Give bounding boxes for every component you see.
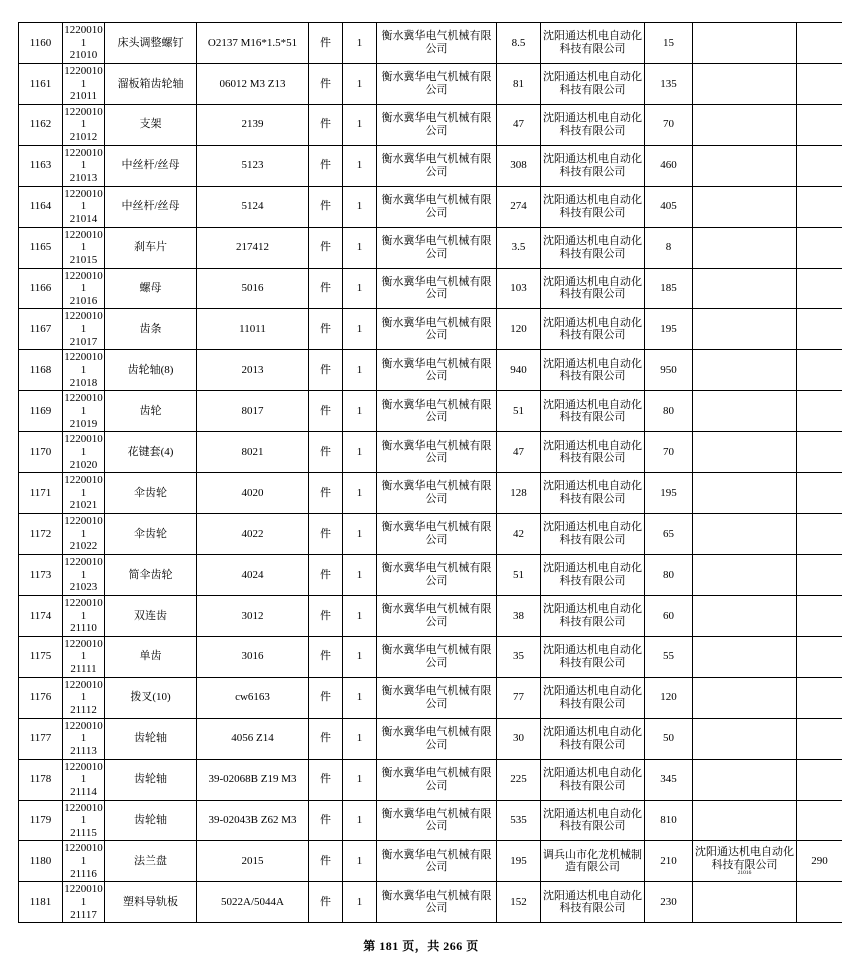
cell-amount-2: [797, 514, 842, 555]
cell-owner-company: 衡水冀华电气机械有限公司: [377, 759, 497, 800]
cell-code: 12200101 21114: [63, 759, 105, 800]
cell-spec: 217412: [197, 227, 309, 268]
cell-spec: O2137 M16*1.5*51: [197, 23, 309, 64]
cell-unit: 件: [309, 104, 343, 145]
cell-customer-company-2: [693, 636, 797, 677]
cell-customer-company-2: [693, 882, 797, 923]
cell-amount-2: [797, 595, 842, 636]
table-row: [19, 432, 842, 473]
cell-quantity: 1: [343, 759, 377, 800]
cell-index: 1163: [19, 145, 63, 186]
cell-customer-company: 沈阳通达机电自动化科技有限公司: [541, 636, 645, 677]
cell-spec: 2139: [197, 104, 309, 145]
cell-index: 1169: [19, 391, 63, 432]
cell-owner-company: 衡水冀华电气机械有限公司: [377, 800, 497, 841]
cell-index: 1172: [19, 514, 63, 555]
cell-unit: 件: [309, 677, 343, 718]
cell-index: 1167: [19, 309, 63, 350]
cell-index: 1162: [19, 104, 63, 145]
cell-unit: 件: [309, 595, 343, 636]
cell-owner-company: 衡水冀华电气机械有限公司: [377, 473, 497, 514]
cell-quantity: 1: [343, 145, 377, 186]
cell-index: 1174: [19, 595, 63, 636]
cell-unit-price: 274: [497, 186, 541, 227]
cell-amount: 810: [645, 800, 693, 841]
cell-name: 螺母: [105, 268, 197, 309]
cell-code: 12200101 21020: [63, 432, 105, 473]
table-row: [19, 23, 842, 64]
cell-customer-company: 沈阳通达机电自动化科技有限公司: [541, 309, 645, 350]
cell-name: 伞齿轮: [105, 514, 197, 555]
cell-code: 12200101 21012: [63, 104, 105, 145]
cell-amount-2: [797, 718, 842, 759]
cell-code: 12200101 21113: [63, 718, 105, 759]
table-row: [19, 309, 842, 350]
cell-spec: 5124: [197, 186, 309, 227]
cell-quantity: 1: [343, 391, 377, 432]
cell-code: 12200101 21011: [63, 63, 105, 104]
cell-spec: 5123: [197, 145, 309, 186]
cell-unit-price: 35: [497, 636, 541, 677]
cell-name: 齿轮: [105, 391, 197, 432]
cell-amount: 65: [645, 514, 693, 555]
cell-unit: 件: [309, 186, 343, 227]
cell-quantity: 1: [343, 514, 377, 555]
cell-amount: 405: [645, 186, 693, 227]
cell-owner-company: 衡水冀华电气机械有限公司: [377, 841, 497, 882]
cell-owner-company: 衡水冀华电气机械有限公司: [377, 636, 497, 677]
cell-index: 1175: [19, 636, 63, 677]
cell-amount-2: [797, 63, 842, 104]
cell-code: 12200101 21110: [63, 595, 105, 636]
cell-code: 12200101 21116: [63, 841, 105, 882]
cell-customer-company-2: [693, 432, 797, 473]
cell-code: 12200101 21023: [63, 554, 105, 595]
cell-name: 齿轮轴: [105, 759, 197, 800]
cell-amount: 80: [645, 391, 693, 432]
cell-amount-2: [797, 309, 842, 350]
cell-unit: 件: [309, 554, 343, 595]
table-row: [19, 677, 842, 718]
cell-unit-price: 3.5: [497, 227, 541, 268]
cell-customer-company-2: [693, 227, 797, 268]
cell-owner-company: 衡水冀华电气机械有限公司: [377, 227, 497, 268]
cell-unit-price: 47: [497, 104, 541, 145]
cell-unit: 件: [309, 636, 343, 677]
cell-unit: 件: [309, 759, 343, 800]
cell-amount-2: [797, 23, 842, 64]
cell-customer-company: 沈阳通达机电自动化科技有限公司: [541, 186, 645, 227]
table-row: [19, 882, 842, 923]
cell-spec: 5022A/5044A: [197, 882, 309, 923]
table-row: [19, 514, 842, 555]
cell-index: 1165: [19, 227, 63, 268]
inventory-table: [18, 22, 842, 923]
cell-unit: 件: [309, 882, 343, 923]
cell-spec: 4020: [197, 473, 309, 514]
cell-code: 12200101 21013: [63, 145, 105, 186]
cell-owner-company: 衡水冀华电气机械有限公司: [377, 677, 497, 718]
cell-quantity: 1: [343, 23, 377, 64]
cell-index: 1178: [19, 759, 63, 800]
table-row: [19, 595, 842, 636]
cell-unit: 件: [309, 391, 343, 432]
cell-amount-2: [797, 800, 842, 841]
cell-amount: 70: [645, 432, 693, 473]
cell-code: 12200101 21018: [63, 350, 105, 391]
table-row: [19, 554, 842, 595]
cell-customer-company-2: [693, 268, 797, 309]
cell-unit-price: 77: [497, 677, 541, 718]
cell-code: 12200101 21115: [63, 800, 105, 841]
cell-code: 12200101 21015: [63, 227, 105, 268]
cell-customer-company-2: [693, 595, 797, 636]
cell-quantity: 1: [343, 677, 377, 718]
cell-unit: 件: [309, 23, 343, 64]
cell-quantity: 1: [343, 268, 377, 309]
cell-spec: 8017: [197, 391, 309, 432]
cell-amount: 70: [645, 104, 693, 145]
cell-code: 12200101 21112: [63, 677, 105, 718]
cell-unit-price: 51: [497, 554, 541, 595]
cell-customer-company: 沈阳通达机电自动化科技有限公司: [541, 268, 645, 309]
cell-customer-company-2: [693, 391, 797, 432]
cell-quantity: 1: [343, 636, 377, 677]
cell-unit-price: 195: [497, 841, 541, 882]
cell-index: 1164: [19, 186, 63, 227]
cell-customer-company-2: [693, 309, 797, 350]
cell-amount: 195: [645, 309, 693, 350]
cell-owner-company: 衡水冀华电气机械有限公司: [377, 595, 497, 636]
cell-quantity: 1: [343, 473, 377, 514]
cell-owner-company: 衡水冀华电气机械有限公司: [377, 391, 497, 432]
cell-code: 12200101 21019: [63, 391, 105, 432]
cell-name: 中丝杆/丝母: [105, 145, 197, 186]
cell-spec: 4056 Z14: [197, 718, 309, 759]
cell-unit: 件: [309, 718, 343, 759]
cell-customer-company: 沈阳通达机电自动化科技有限公司: [541, 227, 645, 268]
cell-owner-company: 衡水冀华电气机械有限公司: [377, 23, 497, 64]
cell-customer-company: 沈阳通达机电自动化科技有限公司: [541, 391, 645, 432]
cell-index: 1160: [19, 23, 63, 64]
cell-customer-company: 沈阳通达机电自动化科技有限公司: [541, 350, 645, 391]
cell-quantity: 1: [343, 63, 377, 104]
cell-unit-price: 308: [497, 145, 541, 186]
cell-name: 简伞齿轮: [105, 554, 197, 595]
cell-customer-company-2: [693, 23, 797, 64]
cell-index: 1166: [19, 268, 63, 309]
cell-quantity: 1: [343, 350, 377, 391]
cell-customer-company: 沈阳通达机电自动化科技有限公司: [541, 104, 645, 145]
cell-unit: 件: [309, 145, 343, 186]
cell-quantity: 1: [343, 718, 377, 759]
cell-unit: 件: [309, 309, 343, 350]
cell-unit: 件: [309, 800, 343, 841]
cell-unit-price: 42: [497, 514, 541, 555]
cell-customer-company: 沈阳通达机电自动化科技有限公司: [541, 473, 645, 514]
cell-customer-company-2: [693, 63, 797, 104]
cell-owner-company: 衡水冀华电气机械有限公司: [377, 63, 497, 104]
cell-unit-price: 51: [497, 391, 541, 432]
table-row: [19, 63, 842, 104]
cell-amount: 460: [645, 145, 693, 186]
cell-quantity: 1: [343, 227, 377, 268]
cell-amount-2: [797, 882, 842, 923]
cell-amount: 55: [645, 636, 693, 677]
cell-owner-company: 衡水冀华电气机械有限公司: [377, 718, 497, 759]
table-row: [19, 636, 842, 677]
cell-owner-company: 衡水冀华电气机械有限公司: [377, 186, 497, 227]
cell-unit: 件: [309, 63, 343, 104]
cell-name: 单齿: [105, 636, 197, 677]
cell-amount: 195: [645, 473, 693, 514]
cell-amount-2: [797, 473, 842, 514]
cell-quantity: 1: [343, 104, 377, 145]
cell-name: 齿条: [105, 309, 197, 350]
cell-customer-company: 沈阳通达机电自动化科技有限公司: [541, 595, 645, 636]
cell-amount-2: 290: [797, 841, 842, 882]
cell-unit: 件: [309, 841, 343, 882]
cell-quantity: 1: [343, 432, 377, 473]
cell-amount-2: [797, 268, 842, 309]
table-row: [19, 268, 842, 309]
cell-customer-company: 沈阳通达机电自动化科技有限公司: [541, 514, 645, 555]
cell-spec: 2015: [197, 841, 309, 882]
cell-unit-price: 120: [497, 309, 541, 350]
cell-amount: 230: [645, 882, 693, 923]
cell-unit: 件: [309, 268, 343, 309]
cell-amount: 950: [645, 350, 693, 391]
cell-unit: 件: [309, 473, 343, 514]
cell-quantity: 1: [343, 186, 377, 227]
cell-spec: 3012: [197, 595, 309, 636]
cell-customer-company-2: [693, 677, 797, 718]
cell-spec: 4024: [197, 554, 309, 595]
cell-quantity: 1: [343, 309, 377, 350]
cell-name: 法兰盘: [105, 841, 197, 882]
cell-customer-company-2: [693, 554, 797, 595]
cell-name: 拨叉(10): [105, 677, 197, 718]
cell-amount: 135: [645, 63, 693, 104]
cell-amount: 210: [645, 841, 693, 882]
cell-unit-price: 535: [497, 800, 541, 841]
cell-amount: 50: [645, 718, 693, 759]
cell-customer-company: 沈阳通达机电自动化科技有限公司: [541, 800, 645, 841]
table-row: [19, 718, 842, 759]
cell-amount-2: [797, 186, 842, 227]
table-row: [19, 841, 842, 882]
cell-index: 1161: [19, 63, 63, 104]
cell-customer-company-2: [693, 104, 797, 145]
cell-name: 齿轮轴: [105, 718, 197, 759]
cell-spec: 39-02068B Z19 M3: [197, 759, 309, 800]
cell-customer-company: 沈阳通达机电自动化科技有限公司: [541, 63, 645, 104]
cell-owner-company: 衡水冀华电气机械有限公司: [377, 104, 497, 145]
cell-spec: 4022: [197, 514, 309, 555]
cell-amount-2: [797, 350, 842, 391]
cell-unit-price: 103: [497, 268, 541, 309]
cell-name: 溜板箱齿轮轴: [105, 63, 197, 104]
table-row: [19, 227, 842, 268]
cell-spec: 3016: [197, 636, 309, 677]
cell-owner-company: 衡水冀华电气机械有限公司: [377, 268, 497, 309]
cell-unit: 件: [309, 432, 343, 473]
table-row: [19, 145, 842, 186]
cell-unit-price: 940: [497, 350, 541, 391]
cell-index: 1168: [19, 350, 63, 391]
cell-amount: 345: [645, 759, 693, 800]
cell-code: 12200101 21022: [63, 514, 105, 555]
cell-code: 12200101 21014: [63, 186, 105, 227]
table-row: [19, 186, 842, 227]
cell-name: 塑料导轨板: [105, 882, 197, 923]
cell-name: 双连齿: [105, 595, 197, 636]
cell-spec: 39-02043B Z62 M3: [197, 800, 309, 841]
cell-index: 1180: [19, 841, 63, 882]
cell-customer-company-2: [693, 718, 797, 759]
cell-amount-2: [797, 636, 842, 677]
cell-customer-company-2: [693, 186, 797, 227]
cell-amount-2: [797, 145, 842, 186]
cell-name: 刹车片: [105, 227, 197, 268]
cell-name: 床头调整螺钉: [105, 23, 197, 64]
cell-unit: 件: [309, 350, 343, 391]
cell-quantity: 1: [343, 841, 377, 882]
cell-code: 12200101 21017: [63, 309, 105, 350]
cell-index: 1171: [19, 473, 63, 514]
cell-unit: 件: [309, 227, 343, 268]
cell-spec: 5016: [197, 268, 309, 309]
cell-unit-price: 38: [497, 595, 541, 636]
cell-customer-company: 沈阳通达机电自动化科技有限公司: [541, 145, 645, 186]
cell-owner-company: 衡水冀华电气机械有限公司: [377, 432, 497, 473]
cell-owner-company: 衡水冀华电气机械有限公司: [377, 145, 497, 186]
cell-name: 中丝杆/丝母: [105, 186, 197, 227]
cell-code: 12200101 21111: [63, 636, 105, 677]
cell-customer-company: 调兵山市化龙机械制造有限公司: [541, 841, 645, 882]
table-row: [19, 800, 842, 841]
cell-quantity: 1: [343, 554, 377, 595]
cell-index: 1173: [19, 554, 63, 595]
cell-owner-company: 衡水冀华电气机械有限公司: [377, 882, 497, 923]
cell-customer-company-2: [693, 759, 797, 800]
cell-customer-company-2: [693, 350, 797, 391]
cell-unit-price: 47: [497, 432, 541, 473]
cell-amount-2: [797, 391, 842, 432]
cell-owner-company: 衡水冀华电气机械有限公司: [377, 554, 497, 595]
cell-quantity: 1: [343, 800, 377, 841]
cell-unit: 件: [309, 514, 343, 555]
cell-index: 1170: [19, 432, 63, 473]
cell-amount: 120: [645, 677, 693, 718]
cell-index: 1177: [19, 718, 63, 759]
cell-amount: 60: [645, 595, 693, 636]
cell-name: 花键套(4): [105, 432, 197, 473]
cell-customer-company: 沈阳通达机电自动化科技有限公司: [541, 554, 645, 595]
cell-owner-company: 衡水冀华电气机械有限公司: [377, 309, 497, 350]
cell-code: 12200101 21016: [63, 268, 105, 309]
cell-customer-company: 沈阳通达机电自动化科技有限公司: [541, 882, 645, 923]
cell-name: 伞齿轮: [105, 473, 197, 514]
cell-customer-company-2: [693, 514, 797, 555]
cell-customer-company-2: [693, 473, 797, 514]
cell-amount-2: [797, 104, 842, 145]
cell-unit-price: 128: [497, 473, 541, 514]
cell-unit-price: 8.5: [497, 23, 541, 64]
cell-amount: 15: [645, 23, 693, 64]
cell-code: 12200101 21021: [63, 473, 105, 514]
cell-unit-price: 81: [497, 63, 541, 104]
cell-name: 支架: [105, 104, 197, 145]
table-body: [19, 23, 842, 923]
cell-amount-2: [797, 677, 842, 718]
cell-customer-company-2: [693, 145, 797, 186]
cell-customer-company-2: [693, 800, 797, 841]
cell-customer-company: 沈阳通达机电自动化科技有限公司: [541, 759, 645, 800]
cell-index: 1179: [19, 800, 63, 841]
cell-name: 齿轮轴(8): [105, 350, 197, 391]
cell-spec: cw6163: [197, 677, 309, 718]
cell-code: 12200101 21117: [63, 882, 105, 923]
cell-amount-2: [797, 554, 842, 595]
cell-index: 1176: [19, 677, 63, 718]
cell-amount: 80: [645, 554, 693, 595]
cell-spec: 2013: [197, 350, 309, 391]
table-row: [19, 104, 842, 145]
cell-amount: 8: [645, 227, 693, 268]
cell-customer-company: 沈阳通达机电自动化科技有限公司: [541, 677, 645, 718]
cell-unit-price: 225: [497, 759, 541, 800]
cell-spec: 06012 M3 Z13: [197, 63, 309, 104]
table-row: [19, 350, 842, 391]
cell-name: 齿轮轴: [105, 800, 197, 841]
page-footer: 第 181 页，共 266 页: [18, 937, 824, 954]
cell-customer-company: 沈阳通达机电自动化科技有限公司: [541, 23, 645, 64]
cell-owner-company: 衡水冀华电气机械有限公司: [377, 350, 497, 391]
table-row: [19, 473, 842, 514]
table-row: [19, 759, 842, 800]
cell-unit-price: 30: [497, 718, 541, 759]
cell-unit-price: 152: [497, 882, 541, 923]
cell-quantity: 1: [343, 595, 377, 636]
cell-owner-company: 衡水冀华电气机械有限公司: [377, 514, 497, 555]
cell-amount: 185: [645, 268, 693, 309]
cell-amount-2: [797, 432, 842, 473]
cell-spec: 8021: [197, 432, 309, 473]
cell-index: 1181: [19, 882, 63, 923]
cell-amount-2: [797, 227, 842, 268]
cell-amount-2: [797, 759, 842, 800]
cell-spec: 11011: [197, 309, 309, 350]
cell-code: 12200101 21010: [63, 23, 105, 64]
cell-customer-company-2: 沈阳通达机电自动化科技有限公司 21016: [693, 841, 797, 882]
cell-quantity: 1: [343, 882, 377, 923]
cell-customer-company: 沈阳通达机电自动化科技有限公司: [541, 432, 645, 473]
cell-customer-company: 沈阳通达机电自动化科技有限公司: [541, 718, 645, 759]
table-row: [19, 391, 842, 432]
